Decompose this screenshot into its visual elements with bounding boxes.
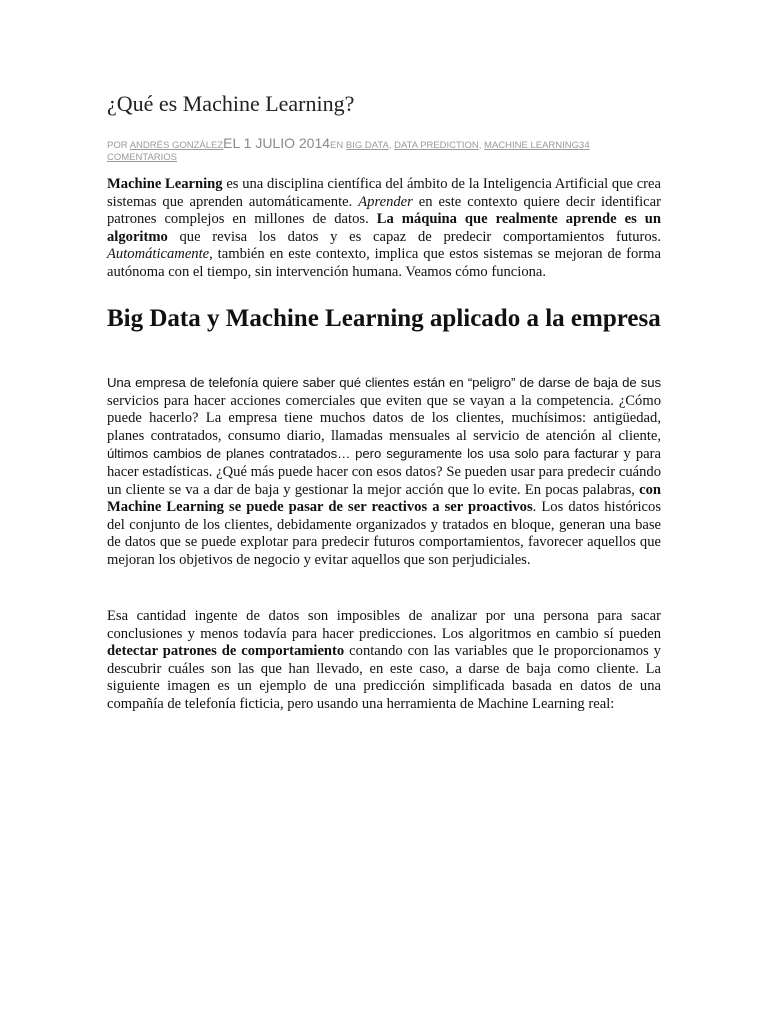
page-title: ¿Qué es Machine Learning? (107, 91, 355, 116)
intro-text: en este contexto quiere decir identificar patrones complejos en millones de datos. (107, 193, 661, 228)
intro-bold-statement: La máquina que realmente aprende es un algoritmo (107, 211, 661, 245)
intro-text: , también en este contexto, implica que estos sistemas se mejoran de forma autónoma con el tiempo, sin intervención humana. Veamos cómo funciona. (107, 246, 661, 280)
meta-por-label: POR (107, 140, 128, 151)
intro-bold-term: Machine Learning (107, 176, 223, 192)
body-text-sans: Una empresa de telefonía quiere saber qué clientes están en “peligro” de darse de baja de sus (107, 375, 661, 390)
body-paragraph-1 (107, 374, 661, 570)
body-bold-statement: con Machine Learning se puede pasar de ser reactivos a ser proactivos (107, 481, 661, 516)
intro-paragraph (107, 176, 661, 282)
comments-link[interactable]: 34 COMENTARIOS (107, 140, 590, 163)
body-text: servicios para hacer acciones comerciales que eviten que se vayan a la competencia. ¿Cómo puede hacerlo? La empresa tiene muchos datos de los clientes, muchísimos: antigüedad, planes contratados, consumo diario, llamadas mensuales al servicio de atención al cliente, (107, 392, 661, 444)
category-link-machine-learning[interactable]: MACHINE LEARNING (484, 140, 580, 151)
meta-en-label: EN (330, 140, 344, 151)
category-link-data-prediction[interactable]: DATA PREDICTION (394, 140, 479, 151)
section-heading: Big Data y Machine Learning aplicado a la empresa (107, 305, 661, 332)
author-link[interactable]: ANDRÉS GONZÁLEZ (129, 140, 224, 151)
body-text: . Los datos históricos del conjunto de los clientes, debidamente organizados y tratados en bloque, generan una base de datos que se puede explotar para predecir futuros comportamientos, favorecer aquellos que mejoran los objetivos de negocio y evitar aquellos que son perjudiciales. (107, 499, 661, 568)
intro-text: es una disciplina científica del ámbito de la Inteligencia Artificial que crea sistemas que aprenden automáticamente. (107, 176, 661, 210)
body-text: contando con las variables que le proporcionamos y descubrir cuáles son las que han llevado, en este caso, a darse de baja como cliente. La siguiente imagen es un ejemplo de una predicción simplificada basada en datos de una compañía de telefonía ficticia, pero usando una herramienta de Machine Learning real: (107, 643, 661, 712)
body-text: Esa cantidad ingente de datos son imposibles de analizar por una persona para sacar conclusiones y menos todavía para hacer predicciones. Los algoritmos en cambio sí pueden (107, 608, 661, 642)
meta-separator: , (388, 140, 395, 151)
post-meta (107, 137, 661, 164)
body-text-sans: últimos cambios de planes contratados… pero seguramente los usa solo para facturar (107, 446, 619, 462)
post-date: EL 1 JULIO 2014 (223, 135, 331, 151)
meta-separator: , (478, 140, 485, 151)
intro-text: que revisa los datos y es capaz de predecir comportamientos futuros. (167, 228, 661, 245)
body-bold-term: detectar patrones de comportamiento (107, 643, 345, 660)
intro-italic-term: Automáticamente (107, 246, 210, 263)
category-link-big-data[interactable]: BIG DATA (345, 140, 389, 151)
intro-italic-term: Aprender (358, 193, 413, 210)
body-paragraph-2 (107, 608, 661, 714)
body-text: y para hacer estadísticas. ¿Qué más puede hacer con esos datos? Se pueden usar para predecir cuándo un cliente se va a dar de baja y gestionar la mejor acción que lo evite. En pocas palabras, (107, 446, 661, 498)
